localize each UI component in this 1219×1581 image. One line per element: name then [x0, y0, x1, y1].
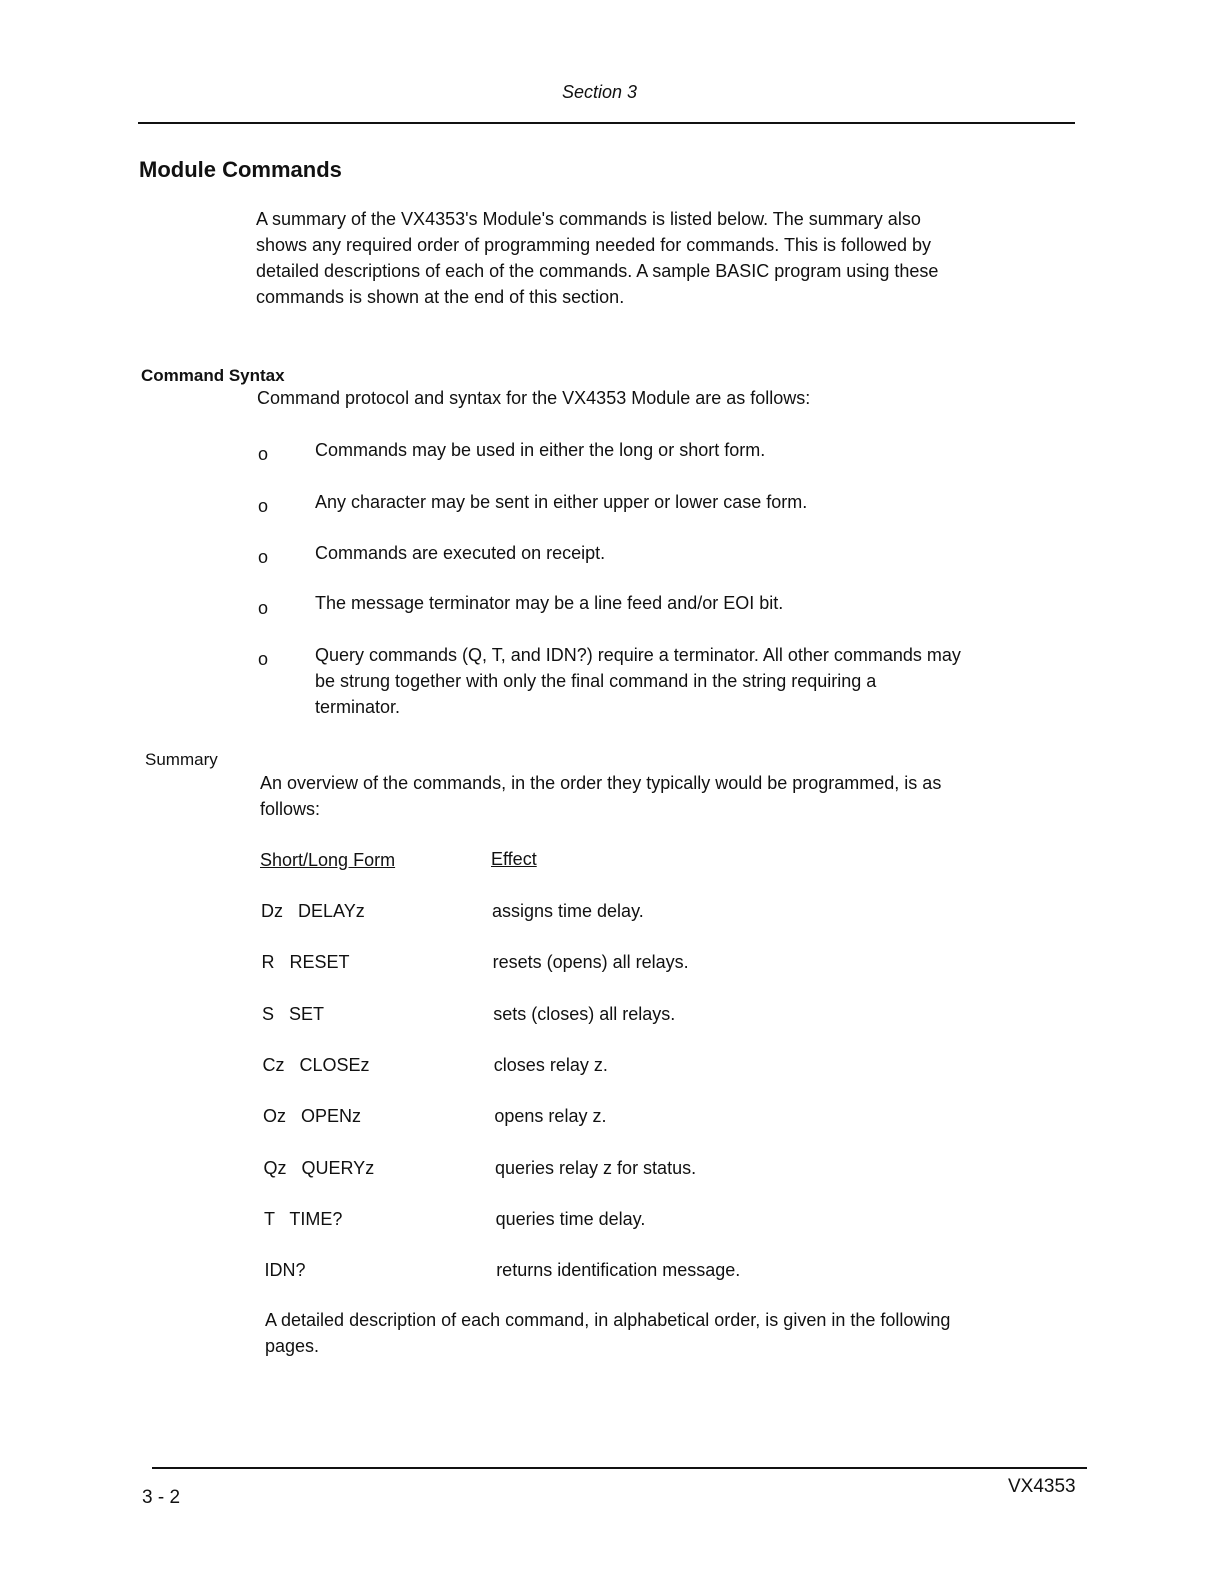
- command-effect: closes relay z.: [493, 1054, 608, 1075]
- bullet: o: [258, 444, 269, 464]
- command-effect: queries relay z for status.: [495, 1157, 697, 1178]
- command-form: Cz CLOSEz: [262, 1054, 370, 1075]
- closing-paragraph: [265, 1307, 950, 1359]
- command-form: Dz DELAYz: [261, 901, 365, 921]
- command-form: Qz QUERYz: [263, 1157, 375, 1178]
- intro-paragraph: [256, 206, 938, 310]
- syntax-item: [315, 642, 961, 720]
- page-title: Module Commands: [139, 157, 342, 182]
- command-effect: assigns time delay.: [492, 901, 644, 921]
- intro-line: shows any required order of programming needed for commands. This is followed by: [256, 235, 931, 255]
- bullet: o: [258, 547, 269, 567]
- syntax-item-line: be strung together with only the final command in the string requiring a: [315, 671, 877, 691]
- bullet: o: [258, 496, 269, 516]
- closing-line: A detailed description of each command, in alphabetical order, is given in the following: [265, 1310, 951, 1330]
- column-header-form: Short/Long Form: [260, 850, 396, 870]
- intro-line: detailed descriptions of each of the commands. A sample BASIC program using these: [256, 261, 939, 281]
- syntax-item: Commands are executed on receipt.: [315, 543, 606, 563]
- intro-line: A summary of the VX4353's Module's commands is listed below. The summary also: [256, 209, 921, 229]
- header-rule: [138, 122, 1075, 124]
- intro-line: commands is shown at the end of this section.: [256, 287, 625, 307]
- command-syntax-heading: Command Syntax: [141, 366, 285, 385]
- syntax-lead: Command protocol and syntax for the VX4353 Module are as follows:: [257, 388, 811, 408]
- command-effect: queries time delay.: [495, 1208, 646, 1229]
- bullet: o: [258, 649, 269, 669]
- syntax-item-line: terminator.: [315, 697, 401, 717]
- command-form: R RESET: [261, 952, 350, 973]
- closing-line: pages.: [265, 1336, 320, 1356]
- summary-heading: Summary: [145, 750, 218, 769]
- command-form: T TIME?: [264, 1208, 343, 1229]
- command-effect: returns identification message.: [496, 1260, 741, 1281]
- summary-lead-line: An overview of the commands, in the order they typically would be programmed, is as: [260, 773, 942, 793]
- summary-lead: [260, 770, 941, 822]
- command-effect: opens relay z.: [494, 1106, 607, 1127]
- syntax-item: Commands may be used in either the long or short form.: [315, 440, 766, 460]
- summary-lead-line: follows:: [260, 799, 321, 819]
- model-name: VX4353: [1008, 1476, 1076, 1497]
- section-header: Section 3: [562, 82, 638, 102]
- command-form: Oz OPENz: [263, 1106, 362, 1127]
- column-header-effect: Effect: [491, 849, 537, 869]
- page-number: 3 - 2: [142, 1487, 181, 1508]
- footer-rule: [152, 1467, 1087, 1469]
- command-effect: resets (opens) all relays.: [492, 952, 689, 973]
- syntax-item: Any character may be sent in either upper or lower case form.: [315, 492, 808, 512]
- bullet: o: [258, 598, 269, 618]
- syntax-item-line: Query commands (Q, T, and IDN?) require a terminator. All other commands may: [315, 645, 961, 665]
- syntax-item: The message terminator may be a line feed and/or EOI bit.: [315, 593, 784, 613]
- command-form: IDN?: [264, 1260, 306, 1281]
- command-form: S SET: [262, 1003, 325, 1024]
- command-effect: sets (closes) all relays.: [493, 1003, 676, 1024]
